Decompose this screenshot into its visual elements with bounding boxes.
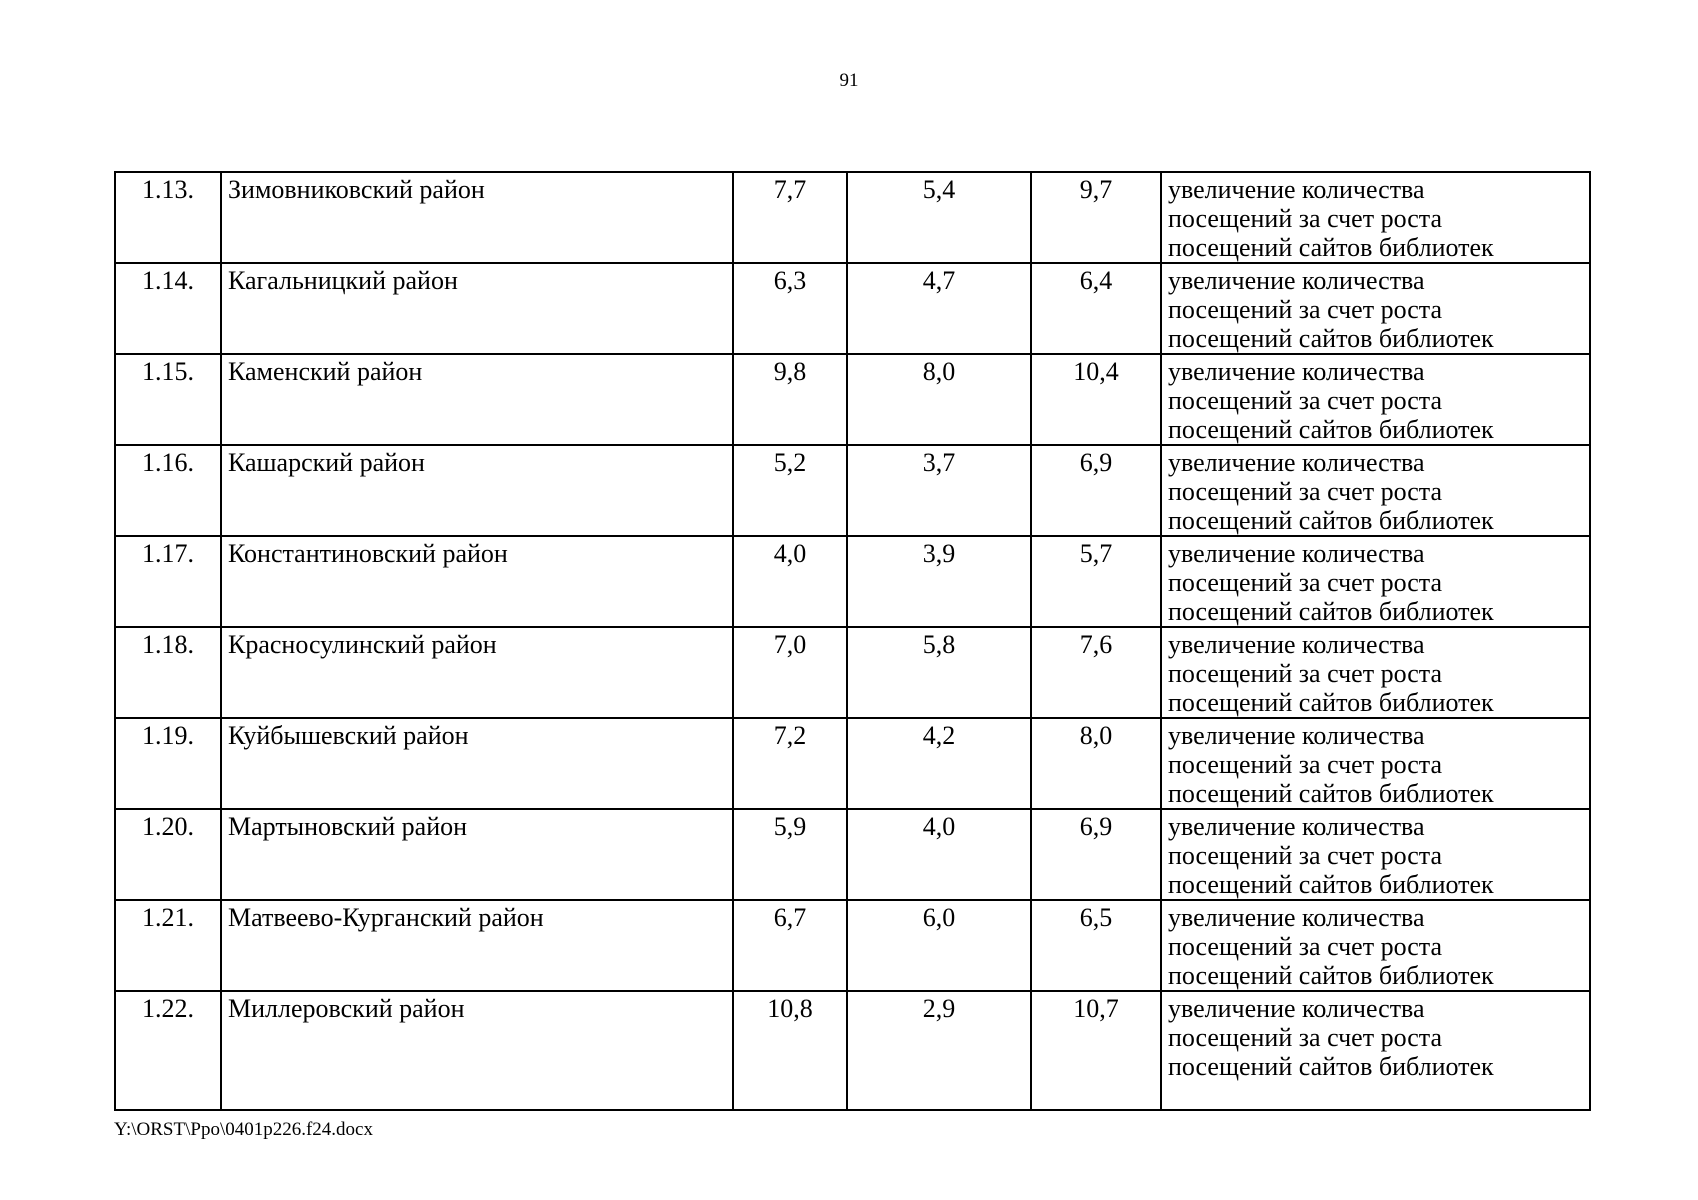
district-name: Константиновский район (221, 536, 733, 627)
note-line: увеличение количества (1168, 266, 1425, 295)
note-line: посещений за счет роста (1168, 204, 1442, 233)
note-cell (1161, 718, 1590, 809)
district-name: Миллеровский район (221, 991, 733, 1110)
row-number: 1.20. (115, 809, 221, 900)
row-number: 1.14. (115, 263, 221, 354)
value-col-2: 4,0 (847, 809, 1031, 900)
table-row (115, 900, 1590, 991)
district-name: Кагальницкий район (221, 263, 733, 354)
note-cell (1161, 172, 1590, 263)
row-number: 1.22. (115, 991, 221, 1110)
district-name: Красносулинский район (221, 627, 733, 718)
district-name: Мартыновский район (221, 809, 733, 900)
note-line: посещений сайтов библиотек (1168, 961, 1494, 990)
table-row (115, 991, 1590, 1110)
district-name: Каменский район (221, 354, 733, 445)
note-line: увеличение количества (1168, 994, 1425, 1023)
district-indicators-table (114, 171, 1591, 1111)
value-col-1: 10,8 (733, 991, 847, 1110)
note-line: увеличение количества (1168, 448, 1425, 477)
value-col-2: 3,7 (847, 445, 1031, 536)
table-row (115, 354, 1590, 445)
note-line: посещений сайтов библиотек (1168, 415, 1494, 444)
value-col-1: 4,0 (733, 536, 847, 627)
value-col-2: 3,9 (847, 536, 1031, 627)
note-line: посещений сайтов библиотек (1168, 870, 1494, 899)
row-number: 1.17. (115, 536, 221, 627)
value-col-2: 6,0 (847, 900, 1031, 991)
value-col-2: 8,0 (847, 354, 1031, 445)
value-col-3: 5,7 (1031, 536, 1161, 627)
district-name: Куйбышевский район (221, 718, 733, 809)
note-line: посещений сайтов библиотек (1168, 688, 1494, 717)
table-row (115, 809, 1590, 900)
value-col-3: 9,7 (1031, 172, 1161, 263)
value-col-2: 4,7 (847, 263, 1031, 354)
note-cell (1161, 445, 1590, 536)
note-cell (1161, 627, 1590, 718)
note-line: посещений за счет роста (1168, 932, 1442, 961)
row-number: 1.13. (115, 172, 221, 263)
row-number: 1.16. (115, 445, 221, 536)
district-name: Кашарский район (221, 445, 733, 536)
value-col-1: 7,7 (733, 172, 847, 263)
note-cell (1161, 809, 1590, 900)
value-col-3: 6,9 (1031, 445, 1161, 536)
district-name: Матвеево-Курганский район (221, 900, 733, 991)
note-line: посещений сайтов библиотек (1168, 233, 1494, 262)
note-cell (1161, 354, 1590, 445)
value-col-2: 4,2 (847, 718, 1031, 809)
value-col-1: 6,3 (733, 263, 847, 354)
value-col-1: 7,0 (733, 627, 847, 718)
row-number: 1.18. (115, 627, 221, 718)
table-row (115, 172, 1590, 263)
note-cell (1161, 991, 1590, 1110)
value-col-2: 2,9 (847, 991, 1031, 1110)
row-number: 1.21. (115, 900, 221, 991)
table-row (115, 627, 1590, 718)
note-line: посещений сайтов библиотек (1168, 506, 1494, 535)
value-col-3: 7,6 (1031, 627, 1161, 718)
note-line: посещений за счет роста (1168, 295, 1442, 324)
district-name: Зимовниковский район (221, 172, 733, 263)
note-line: увеличение количества (1168, 721, 1425, 750)
row-number: 1.15. (115, 354, 221, 445)
note-line: увеличение количества (1168, 812, 1425, 841)
note-cell (1161, 536, 1590, 627)
note-line: увеличение количества (1168, 903, 1425, 932)
note-line: увеличение количества (1168, 630, 1425, 659)
row-number: 1.19. (115, 718, 221, 809)
note-line: посещений сайтов библиотек (1168, 597, 1494, 626)
value-col-3: 6,5 (1031, 900, 1161, 991)
footer-file-path: Y:\ORST\Ppo\0401p226.f24.docx (114, 1119, 373, 1140)
value-col-2: 5,4 (847, 172, 1031, 263)
note-cell (1161, 900, 1590, 991)
note-line: увеличение количества (1168, 357, 1425, 386)
value-col-2: 5,8 (847, 627, 1031, 718)
note-cell (1161, 263, 1590, 354)
note-line: посещений за счет роста (1168, 841, 1442, 870)
value-col-3: 10,4 (1031, 354, 1161, 445)
note-line: увеличение количества (1168, 539, 1425, 568)
value-col-1: 6,7 (733, 900, 847, 991)
note-line: посещений сайтов библиотек (1168, 779, 1494, 808)
value-col-3: 6,4 (1031, 263, 1161, 354)
note-line: посещений за счет роста (1168, 386, 1442, 415)
table-row (115, 536, 1590, 627)
table-row (115, 718, 1590, 809)
table-row (115, 263, 1590, 354)
value-col-1: 5,2 (733, 445, 847, 536)
value-col-1: 7,2 (733, 718, 847, 809)
note-line: посещений за счет роста (1168, 568, 1442, 597)
page-number: 91 (839, 70, 859, 91)
value-col-3: 8,0 (1031, 718, 1161, 809)
value-col-1: 5,9 (733, 809, 847, 900)
note-line: посещений сайтов библиотек (1168, 1052, 1494, 1081)
value-col-3: 6,9 (1031, 809, 1161, 900)
note-line: посещений за счет роста (1168, 750, 1442, 779)
note-line: посещений сайтов библиотек (1168, 324, 1494, 353)
value-col-1: 9,8 (733, 354, 847, 445)
table-row (115, 445, 1590, 536)
note-line: посещений за счет роста (1168, 477, 1442, 506)
note-line: посещений за счет роста (1168, 659, 1442, 688)
note-line: увеличение количества (1168, 175, 1425, 204)
note-line: посещений за счет роста (1168, 1023, 1442, 1052)
value-col-3: 10,7 (1031, 991, 1161, 1110)
